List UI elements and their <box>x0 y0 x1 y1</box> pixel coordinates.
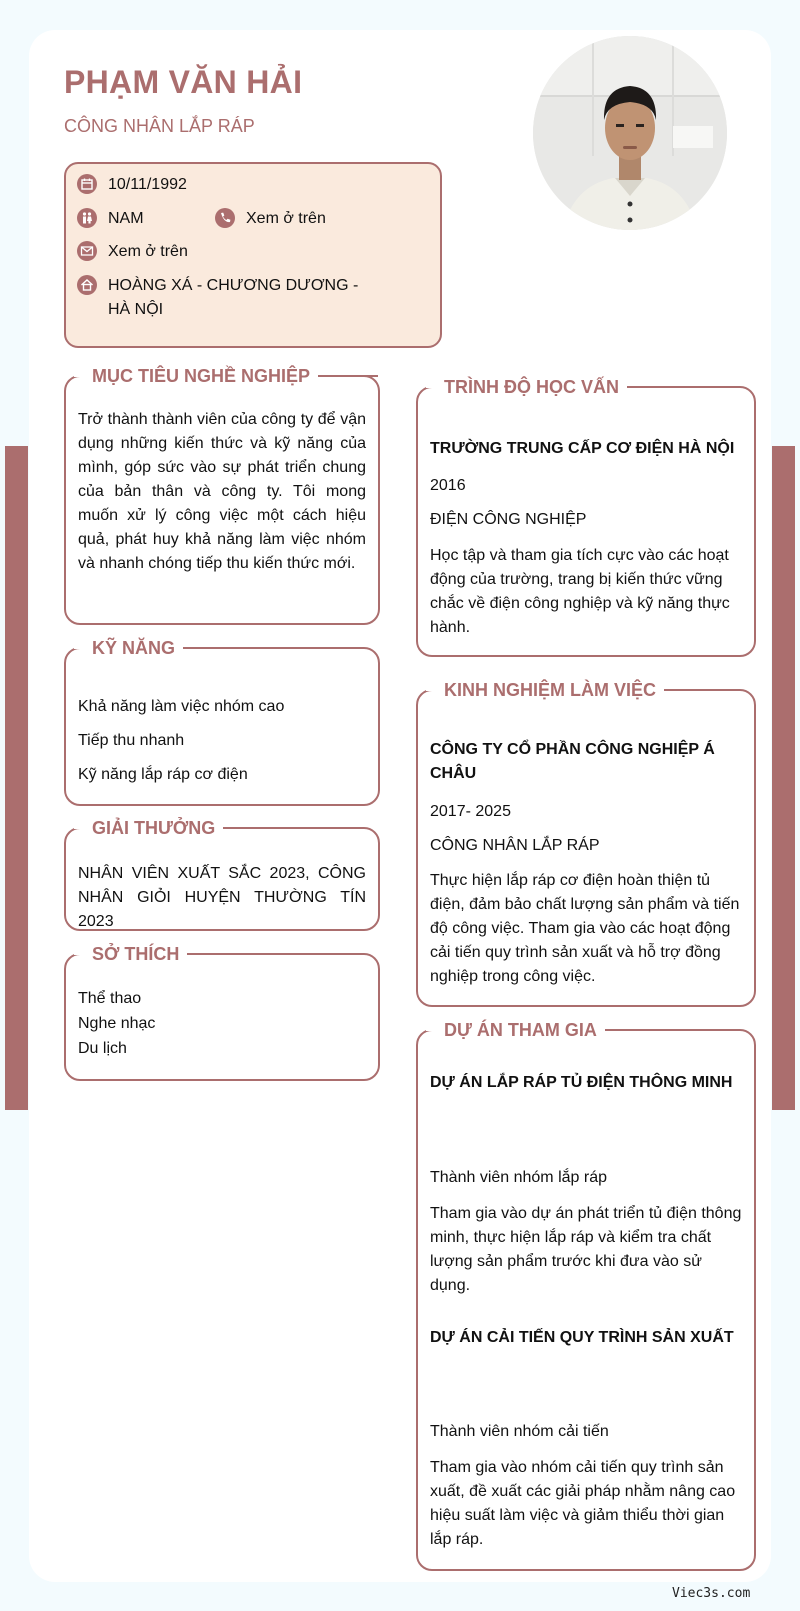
project-name: DỰ ÁN LẮP RÁP TỦ ĐIỆN THÔNG MINH <box>430 1074 733 1091</box>
gender-icon <box>76 207 98 229</box>
email-icon <box>76 240 98 262</box>
profile-photo <box>533 36 727 230</box>
education-section <box>416 377 756 657</box>
project-role: Thành viên nhóm cải tiến <box>430 1423 609 1440</box>
footer-brand[interactable]: Viec3s.com <box>672 1586 751 1601</box>
gender-value: NAM <box>108 210 144 227</box>
skill-item: Kỹ năng lắp ráp cơ điện <box>78 766 248 783</box>
hobby-item: Du lịch <box>78 1040 127 1057</box>
left-decor-band <box>5 446 28 1110</box>
experience-company: CÔNG TY CỔ PHẦN CÔNG NGHIỆP Á CHÂU <box>430 741 715 782</box>
objective-section <box>64 366 380 625</box>
experience-title: KINH NGHIỆM LÀM VIỆC <box>436 678 664 702</box>
projects-title: DỰ ÁN THAM GIA <box>436 1018 605 1042</box>
email-value: Xem ở trên <box>108 243 188 260</box>
education-school: TRƯỜNG TRUNG CẤP CƠ ĐIỆN HÀ NỘI <box>430 440 735 457</box>
birthday-value: 10/11/1992 <box>108 176 187 193</box>
candidate-name: PHẠM VĂN HẢI <box>64 64 303 100</box>
address-row <box>76 274 376 322</box>
skills-title: KỸ NĂNG <box>84 636 183 660</box>
experience-section <box>416 680 756 1007</box>
project-name: DỰ ÁN CẢI TIẾN QUY TRÌNH SẢN XUẤT <box>430 1329 734 1346</box>
project-description: Tham gia vào dự án phát triển tủ điện thông minh, thực hiện lắp ráp và kiểm tra chất lượng sản phẩm trước khi đưa vào sử dụng. <box>430 1205 742 1294</box>
gender-row <box>76 207 144 231</box>
awards-section <box>64 818 380 931</box>
objective-text: Trở thành thành viên của công ty để vận dụng những kiến thức và kỹ năng của mình, góp sức vào sự phát triển chung của bản thân và công ty. Tôi mong muốn xử lý công việc một cách hiệu quả, phát huy khả năng làm việc nhóm và nhanh chóng tiếp thu kiến thức mới. <box>78 411 366 572</box>
phone-value: Xem ở trên <box>246 210 326 227</box>
awards-text: NHÂN VIÊN XUẤT SẮC 2023, CÔNG NHÂN GIỎI HUYỆN THƯỜNG TÍN 2023 <box>78 865 366 930</box>
awards-title: GIẢI THƯỞNG <box>84 816 223 840</box>
projects-section <box>416 1020 756 1571</box>
email-row <box>76 240 188 264</box>
education-description: Học tập và tham gia tích cực vào các hoạt động của trường, trang bị kiến thức vững chắc về điện công nghiệp và kỹ năng thực hành. <box>430 547 730 636</box>
hobby-item: Thể thao <box>78 990 142 1007</box>
project-role: Thành viên nhóm lắp ráp <box>430 1169 607 1186</box>
objective-title: MỤC TIÊU NGHỀ NGHIỆP <box>84 364 318 388</box>
skill-item: Tiếp thu nhanh <box>78 732 185 749</box>
profile-photo-illustration <box>533 36 727 230</box>
right-decor-band <box>772 446 795 1110</box>
job-title: CÔNG NHÂN LẮP RÁP <box>64 116 255 136</box>
education-title: TRÌNH ĐỘ HỌC VẤN <box>436 375 627 399</box>
education-major: ĐIỆN CÔNG NGHIỆP <box>430 511 587 528</box>
phone-icon <box>214 207 236 229</box>
hobby-item: Nghe nhạc <box>78 1015 156 1032</box>
personal-info-box <box>64 162 442 348</box>
experience-period: 2017- 2025 <box>430 803 511 820</box>
project-description: Tham gia vào nhóm cải tiến quy trình sản xuất, đề xuất các giải pháp nhằm nâng cao hiệu suất làm việc và giảm thiểu thời gian lắp ráp. <box>430 1459 736 1548</box>
address-value: HOÀNG XÁ - CHƯƠNG DƯƠNG - HÀ NỘI <box>108 277 359 318</box>
skill-item: Khả năng làm việc nhóm cao <box>78 698 285 715</box>
phone-row <box>214 207 326 231</box>
hobbies-title: SỞ THÍCH <box>84 942 187 966</box>
birthday-row <box>76 173 187 197</box>
calendar-icon <box>76 173 98 195</box>
home-icon <box>76 274 98 296</box>
skills-section <box>64 638 380 806</box>
experience-description: Thực hiện lắp ráp cơ điện hoàn thiện tủ điện, đảm bảo chất lượng sản phẩm và tiến độ công việc. Tham gia vào các hoạt động cải tiến quy trình sản xuất và hỗ trợ đồng nghiệp trong công việc. <box>430 872 740 985</box>
experience-position: CÔNG NHÂN LẮP RÁP <box>430 837 600 854</box>
hobbies-section <box>64 944 380 1081</box>
education-year: 2016 <box>430 477 466 494</box>
